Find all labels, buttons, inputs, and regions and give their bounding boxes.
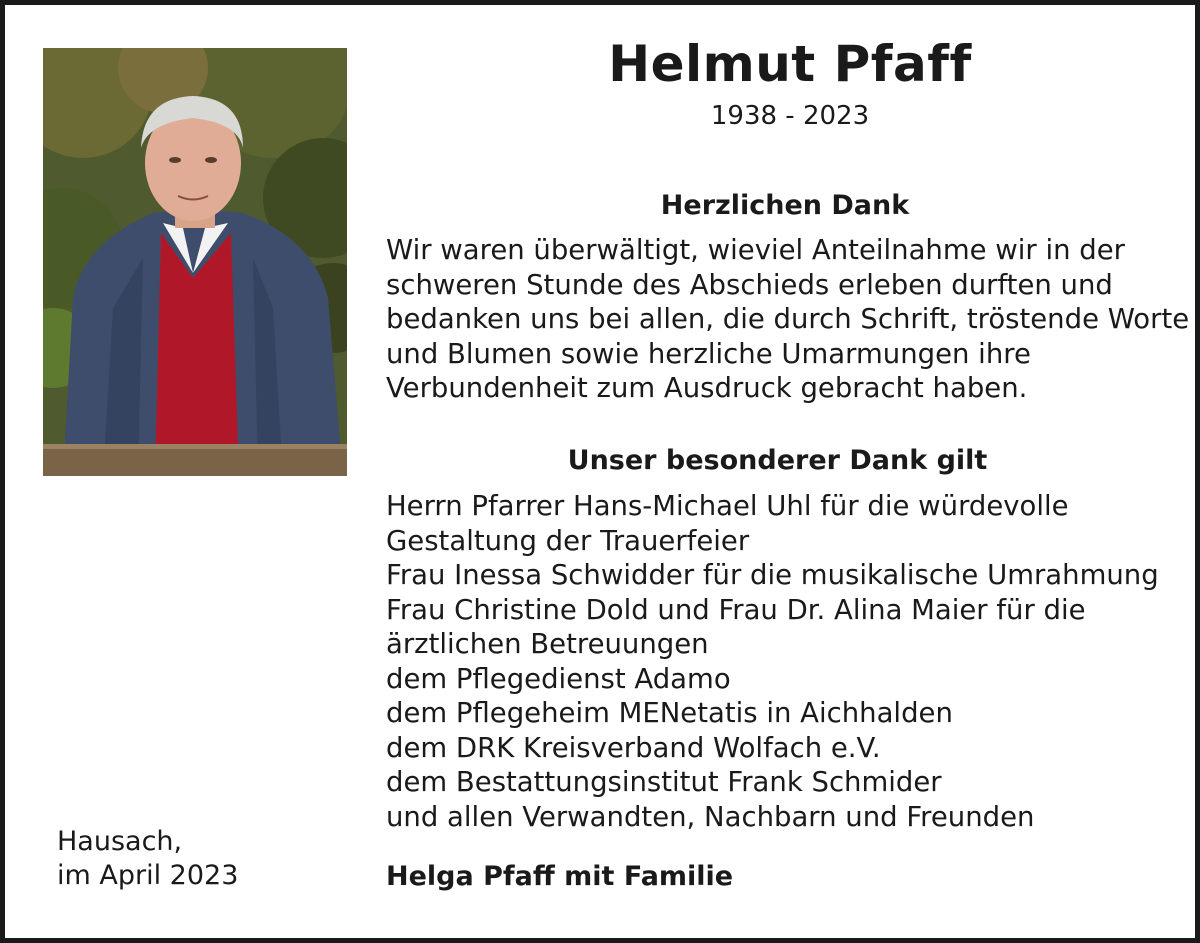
list-item: dem Pflegeheim MENetatis in Aichhalden — [386, 697, 953, 729]
thanks-line: Verbundenheit zum Ausdruck gebracht haben. — [386, 372, 1028, 404]
list-item: dem Pflegedienst Adamo — [386, 662, 731, 695]
list-item: Frau Inessa Schwidder für die musikalische Umrahmung — [386, 559, 1159, 591]
list-item: Herrn Pfarrer Hans-Michael Uhl für die würdevolle — [386, 490, 1069, 522]
list-item: dem DRK Kreisverband Wolfach e.V. — [386, 731, 881, 764]
thanks-line: Wir waren überwältigt, wieviel Anteilnahme wir in der — [386, 234, 1125, 266]
place-and-date — [57, 825, 238, 893]
life-dates: 1938 - 2023 — [710, 101, 870, 131]
thanks-line: bedanken uns bei allen, die durch Schrift, tröstende Worte — [386, 303, 1190, 335]
list-item: dem Bestattungsinstitut Frank Schmider — [386, 766, 942, 798]
thanks-line: und Blumen sowie herzliche Umarmungen ihre — [386, 337, 1031, 370]
list-item: Frau Christine Dold und Frau Dr. Alina Maier für die — [386, 593, 1086, 626]
thanks-paragraph — [386, 233, 1190, 406]
list-item: und allen Verwandten, Nachbarn und Freunden — [386, 800, 1035, 833]
list-item: Gestaltung der Trauerfeier — [386, 524, 750, 557]
place-date: im April 2023 — [57, 860, 239, 891]
signature: Helga Pfaff mit Familie — [386, 861, 734, 892]
special-thanks-list — [386, 489, 1186, 834]
thanks-line: schweren Stunde des Abschieds erleben durften und — [386, 268, 1113, 301]
place-city: Hausach, — [57, 826, 183, 857]
special-thanks-heading: Unser besonderer Dank gilt — [567, 445, 988, 476]
list-item: ärztlichen Betreuungen — [386, 628, 709, 660]
thanks-heading: Herzlichen Dank — [660, 190, 910, 221]
portrait-photo — [43, 48, 347, 476]
deceased-name: Helmut Pfaff — [608, 35, 972, 93]
